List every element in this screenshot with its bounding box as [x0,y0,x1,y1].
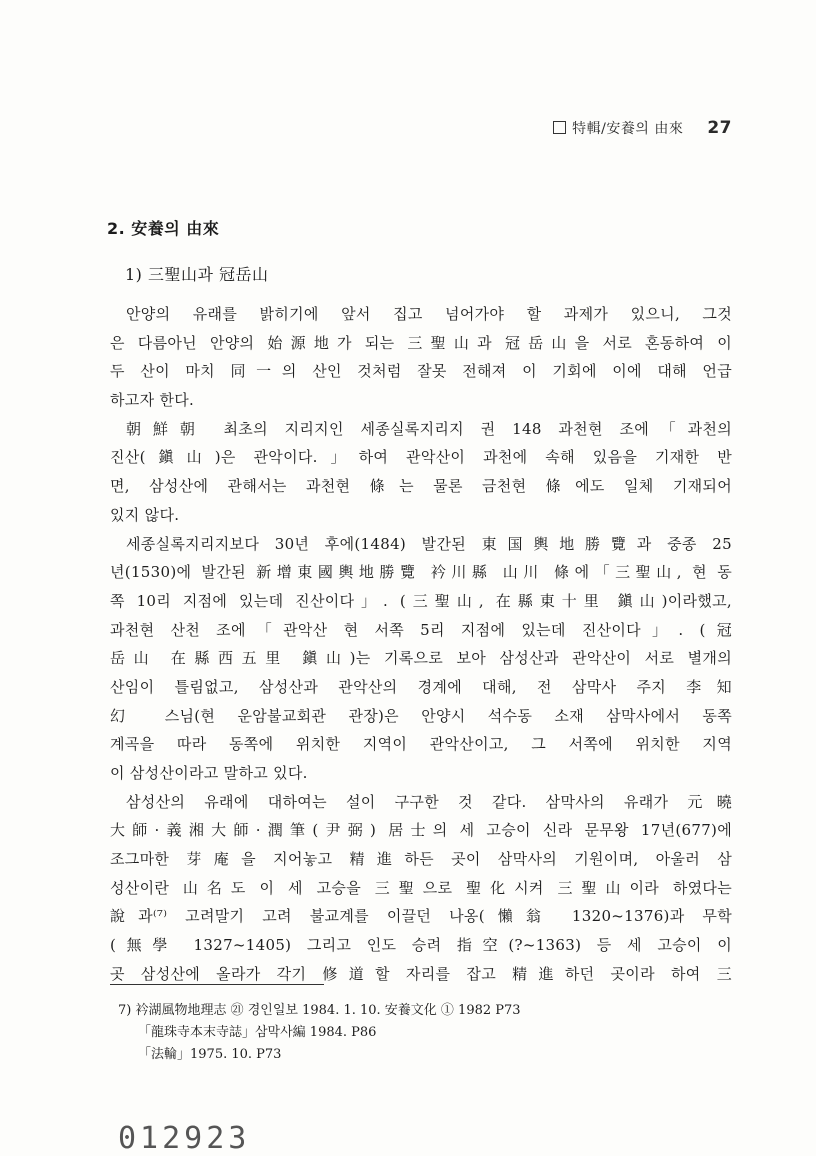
square-icon [553,121,566,134]
text-line: 년(1530)에 발간된 新增東國輿地勝覽 衿川縣 山川 條에「三聖山, 현 동 [110,563,732,582]
text-line: 성산이란 山名도 이 세 고승을 三聖으로 聖化시켜 三聖山이라 하였다는 [110,878,732,897]
text-line: 이 삼성산이라고 말하고 있다. [110,764,308,782]
text-line: 조그마한 芽庵을 지어놓고 精進하든 곳이 삼막사의 기원이며, 아울러 삼 [110,850,732,869]
text-line: (無學 1327~1405) 그리고 인도 승려 指空(?~1363) 등 세 고승이 이 [110,936,732,955]
text-line: 면, 삼성산에 관해서는 과천현 條는 물론 금천현 條에도 일체 기재되어 [110,477,732,496]
text-line: 계곡을 따라 동쪽에 위치한 지역이 관악산이고, 그 서쪽에 위치한 지역 [110,735,732,754]
footnote-line: 「法輪」1975. 10. P73 [138,1047,282,1062]
text-line: 幻 스님(현 운암불교회관 관장)은 안양시 석수동 소재 삼막사에서 동쪽 [110,706,732,725]
subsection-title: 1) 三聖山과 冠岳山 [125,265,269,284]
text-line: 산임이 틀림없고, 삼성산과 관악산의 경계에 대해, 전 삼막사 주지 李知 [110,677,732,696]
running-header [553,118,732,138]
text-line: 岳山 在縣西五里 鎭山)는 기록으로 보아 삼성산과 관악산이 서로 별개의 [110,649,732,668]
body-text [110,300,732,989]
text-line: 곳 삼성산에 올라가 각기 修道할 자리를 잡고 精進하던 곳이라 하여 三 [110,964,732,983]
text-line: 진산(鎭山)은 관악이다.」하여 관악산이 과천에 속해 있음을 기재한 반 [110,448,732,467]
page-number: 27 [707,118,732,138]
text-line: 쪽 10리 지점에 있는데 진산이다」. (三聖山, 在縣東十里 鎭山)이라했고, [110,591,732,610]
section-title: 2. 安養의 由來 [107,219,220,238]
footnotes [118,1000,521,1066]
text-line: 大師·義湘大師·潤筆(尹弼) 居士의 세 고승이 신라 문무왕 17년(677)에 [110,821,732,840]
text-line: 두 산이 마치 同一의 산인 것처럼 잘못 전해져 이 기회에 이에 대해 언급 [110,362,732,381]
footnote-line: 7) 衿湖風物地理志 ㉑ 경인일보 1984. 1. 10. 安養文化 ① 1982 P73 [118,1003,521,1018]
archive-stamp-number: 012923 [118,1121,251,1156]
text-line: 있지 않다. [110,505,180,524]
text-line: 세종실록지리지보다 30년 후에(1484) 발간된 東国輿地勝覽과 중종 25 [126,534,732,553]
footnote-divider [110,984,324,985]
text-line: 說과⁽⁷⁾ 고려말기 고려 불교계를 이끌던 나옹(懶翁 1320~1376)과 무학 [110,907,732,926]
text-line: 하고자 한다. [110,391,195,410]
text-line: 안양의 유래를 밝히기에 앞서 집고 넘어가야 할 과제가 있으니, 그것 [126,305,732,323]
text-line: 삼성산의 유래에 대하여는 설이 구구한 것 같다. 삼막사의 유래가 元曉 [126,792,732,811]
text-line: 과천현 산천 조에「관악산 현 서쪽 5리 지점에 있는데 진산이다」. (冠 [110,620,732,639]
running-header-text: 特輯/安養의 由來 [572,121,684,137]
footnote-line: 「龍珠寺本末寺誌」삼막사編 1984. P86 [138,1025,377,1040]
text-line: 은 다름아닌 안양의 始源地가 되는 三聖山과 冠岳山을 서로 혼동하여 이 [110,333,732,352]
text-line: 朝鮮朝 최초의 지리지인 세종실록지리지 권 148 과천현 조에「과천의 [126,419,732,438]
